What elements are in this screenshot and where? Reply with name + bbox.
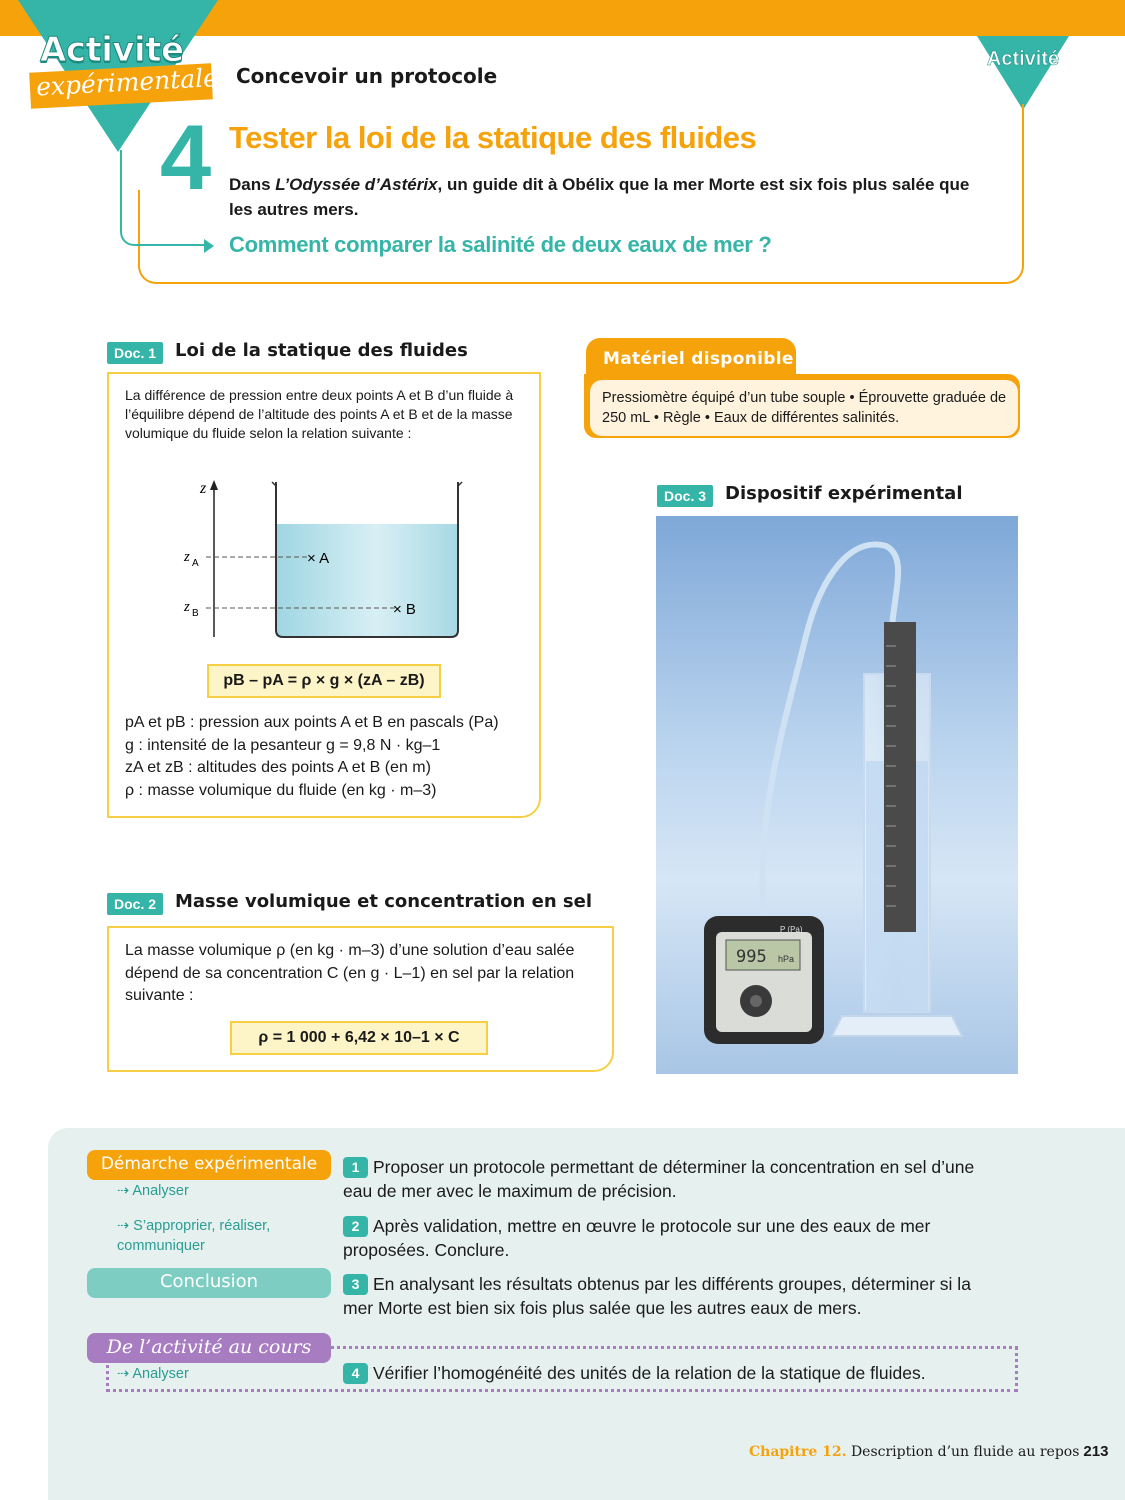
doc1-text: La différence de pression entre deux points A et B d’un fluide à l’équilibre dépend de l’altitude des points A et B et de la masse volumique du fluide selon la relation suivante : <box>125 387 514 441</box>
question-number: 1 <box>343 1157 368 1178</box>
doc2-text: La masse volumique ρ (en kg · m–3) d’une solution d’eau salée dépend de sa concentration C (en g · L–1) en sel par la relation suivante : <box>125 942 575 1004</box>
page-title: Tester la loi de la statique des fluides <box>229 120 757 155</box>
main-question: Comment comparer la salinité de deux eaux de mer ? <box>229 232 772 257</box>
question-2: 2 Après validation, mettre en œuvre le protocole sur une des eaux de mer proposées. Conclure. <box>343 1216 931 1260</box>
experiment-photo <box>656 516 1018 1074</box>
skill-realiser: ⇢ S’approprier, réaliser, communiquer <box>117 1218 271 1254</box>
doc1-tag: Doc. 1 <box>107 342 163 364</box>
page-footer <box>749 1443 1108 1460</box>
point-a: × A <box>307 550 330 567</box>
question-number: 2 <box>343 1216 368 1237</box>
demarche-label: Démarche expérimentale <box>87 1150 331 1180</box>
activity-number: 4 <box>160 107 212 209</box>
point-b: × B <box>393 601 416 618</box>
connector-elbow <box>120 228 208 246</box>
footer-title: Description d’un fluide au repos <box>850 1444 1080 1460</box>
question-3: 3 En analysant les résultats obtenus par les différents groupes, déterminer si la mer Morte est bien six fois plus salée que les autres eaux de mers. <box>343 1274 971 1318</box>
za-label: z <box>184 549 190 565</box>
doc2-tag: Doc. 2 <box>107 893 163 915</box>
right-badge-label: Activité <box>986 48 1060 70</box>
question-number: 4 <box>343 1363 368 1384</box>
doc3-title: Dispositif expérimental <box>725 483 963 504</box>
page-number: 213 <box>1083 1443 1109 1460</box>
doc1-title: Loi de la statique des fluides <box>175 340 468 361</box>
question-number: 3 <box>343 1274 368 1295</box>
beaker-water <box>276 524 458 636</box>
skill-analyser-2: ⇢ Analyser <box>117 1366 189 1382</box>
arrow-right-icon <box>204 239 214 253</box>
beaker-diagram <box>170 472 480 647</box>
doc3-tag: Doc. 3 <box>657 485 713 507</box>
badge-experimentale: expérimentale <box>35 62 219 102</box>
skill-title: Concevoir un protocole <box>236 64 498 88</box>
legend-line: pA et pB : pression aux points A et B en pascals (Pa) <box>125 714 499 731</box>
meter-unit: hPa <box>778 954 795 964</box>
skill-analyser: ⇢ Analyser <box>117 1183 189 1199</box>
axis-arrow-icon <box>210 480 218 490</box>
legend-line: g : intensité de la pesanteur g = 9,8 N · kg–1 <box>125 736 441 754</box>
doc1-formula: pB – pA = ρ × g × (zA – zB) <box>207 664 441 698</box>
cours-label: De l’activité au cours <box>87 1333 331 1363</box>
materiel-text: Pressiomètre équipé d’un tube souple • Éprouvette graduée de 250 mL • Règle • Eaux de différentes salinités. <box>602 390 1007 426</box>
badge-activite: Activité <box>40 30 184 70</box>
legend-line: ρ : masse volumique du fluide (en kg · m–3) <box>125 781 437 799</box>
question-1: 1 Proposer un protocole permettant de déterminer la concentration en sel d’une eau de mer avec le maximum de précision. <box>343 1157 975 1201</box>
doc2-title: Masse volumique et concentration en sel <box>175 891 592 912</box>
materiel-title: Matériel disponible <box>603 349 794 369</box>
meter-reading: 995 <box>736 947 767 967</box>
conclusion-label: Conclusion <box>87 1268 331 1298</box>
doc1-legend <box>125 712 530 802</box>
meter-brand: P (Pa) <box>780 925 803 934</box>
za-subscript: A <box>192 558 199 569</box>
question-4: 4 Vérifier l’homogénéité des unités de la relation de la statique de fluides. <box>343 1361 983 1385</box>
doc2-formula: ρ = 1 000 + 6,42 × 10–1 × C <box>230 1021 488 1055</box>
legend-line: zA et zB : altitudes des points A et B (en m) <box>125 759 431 776</box>
connector-line <box>120 150 122 230</box>
intro-text: Dans L’Odyssée d’Astérix, un guide dit à Obélix que la mer Morte est six fois plus salée que les autres mers. <box>229 175 970 219</box>
z-axis-label: z <box>200 480 207 497</box>
zb-subscript: B <box>192 608 199 619</box>
zb-label: z <box>184 599 190 615</box>
footer-chapter: Chapitre 12. <box>749 1444 847 1460</box>
